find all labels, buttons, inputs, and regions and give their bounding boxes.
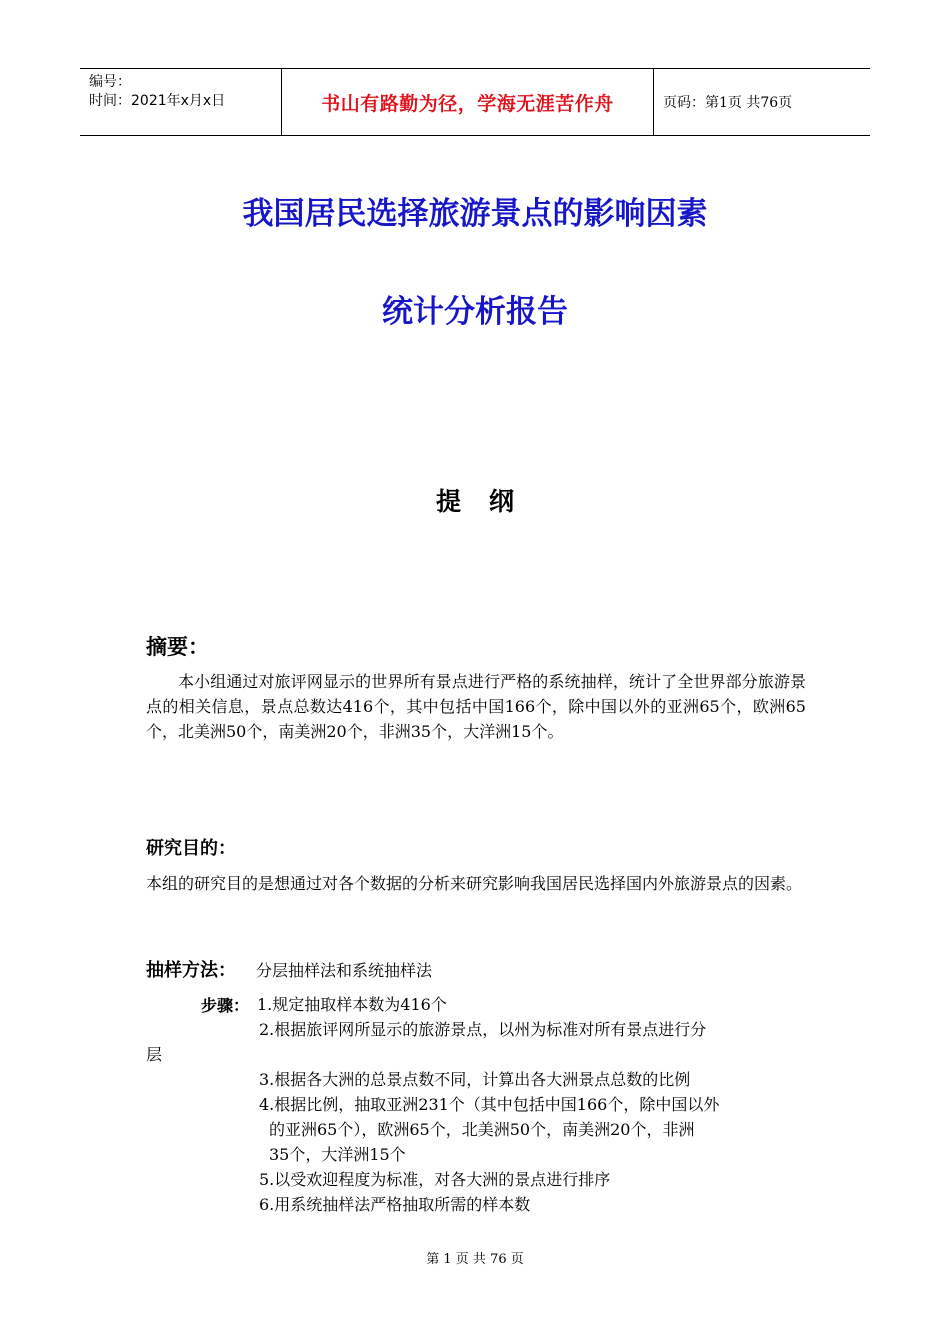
number-label: 编号： [89,74,131,90]
purpose-heading: 研究目的： [146,838,236,859]
header-motto: 书山有路勤为径，学海无涯苦作舟 [321,92,614,115]
abstract-text: 本小组通过对旅评网显示的世界所有景点进行严格的系统抽样，统计了全世界部分旅游景点的相关信息，景点总数达416个，其中包括中国166个，除中国以外的亚洲65个，欧洲65个，北美洲50个，南美洲20个，非洲35个，大洋洲15个。 [146,672,806,741]
method-heading: 抽样方法： [146,960,236,981]
steps-label: 步骤： [201,996,250,1015]
header-page-info: 页码：第1页 共76页 [663,95,793,111]
outline-heading: 提纲 [435,487,542,516]
step-2: 2.根据旅评网所显示的旅游景点，以州为标准对所有景点进行分 [259,1020,707,1039]
step-6: 6.用系统抽样法严格抽取所需的样本数 [259,1195,531,1214]
step-4-line2: 的亚洲65个），欧洲65个，北美洲50个，南美洲20个，非洲 [269,1120,695,1139]
header-motto-cell [281,69,654,135]
abstract-heading: 摘要： [146,635,209,659]
method-text: 分层抽样法和系统抽样法 [256,961,433,980]
step-3: 3.根据各大洲的总景点数不同，计算出各大洲景点总数的比例 [259,1070,691,1089]
step-4-line1: 4.根据比例，抽取亚洲231个（其中包括中国166个，除中国以外 [259,1095,720,1114]
page-footer: 第 1 页 共 76 页 [426,1252,524,1267]
step-1: 1.规定抽取样本数为416个 [257,995,447,1014]
document-title-line1: 我国居民选择旅游景点的影响因素 [242,196,708,232]
document-title-line2: 统计分析报告 [382,294,568,330]
document-header [80,68,870,136]
purpose-text: 本组的研究目的是想通过对各个数据的分析来研究影响我国居民选择国内外旅游景点的因素。 [146,874,803,893]
time-label: 时间：2021年x月x日 [89,93,226,109]
header-meta [80,69,281,135]
step-2-continued: 层 [146,1045,163,1064]
step-4-line3: 35个，大洋洲15个 [269,1145,406,1164]
step-4 [259,1092,809,1167]
step-5: 5.以受欢迎程度为标准，对各大洲的景点进行排序 [259,1170,611,1189]
